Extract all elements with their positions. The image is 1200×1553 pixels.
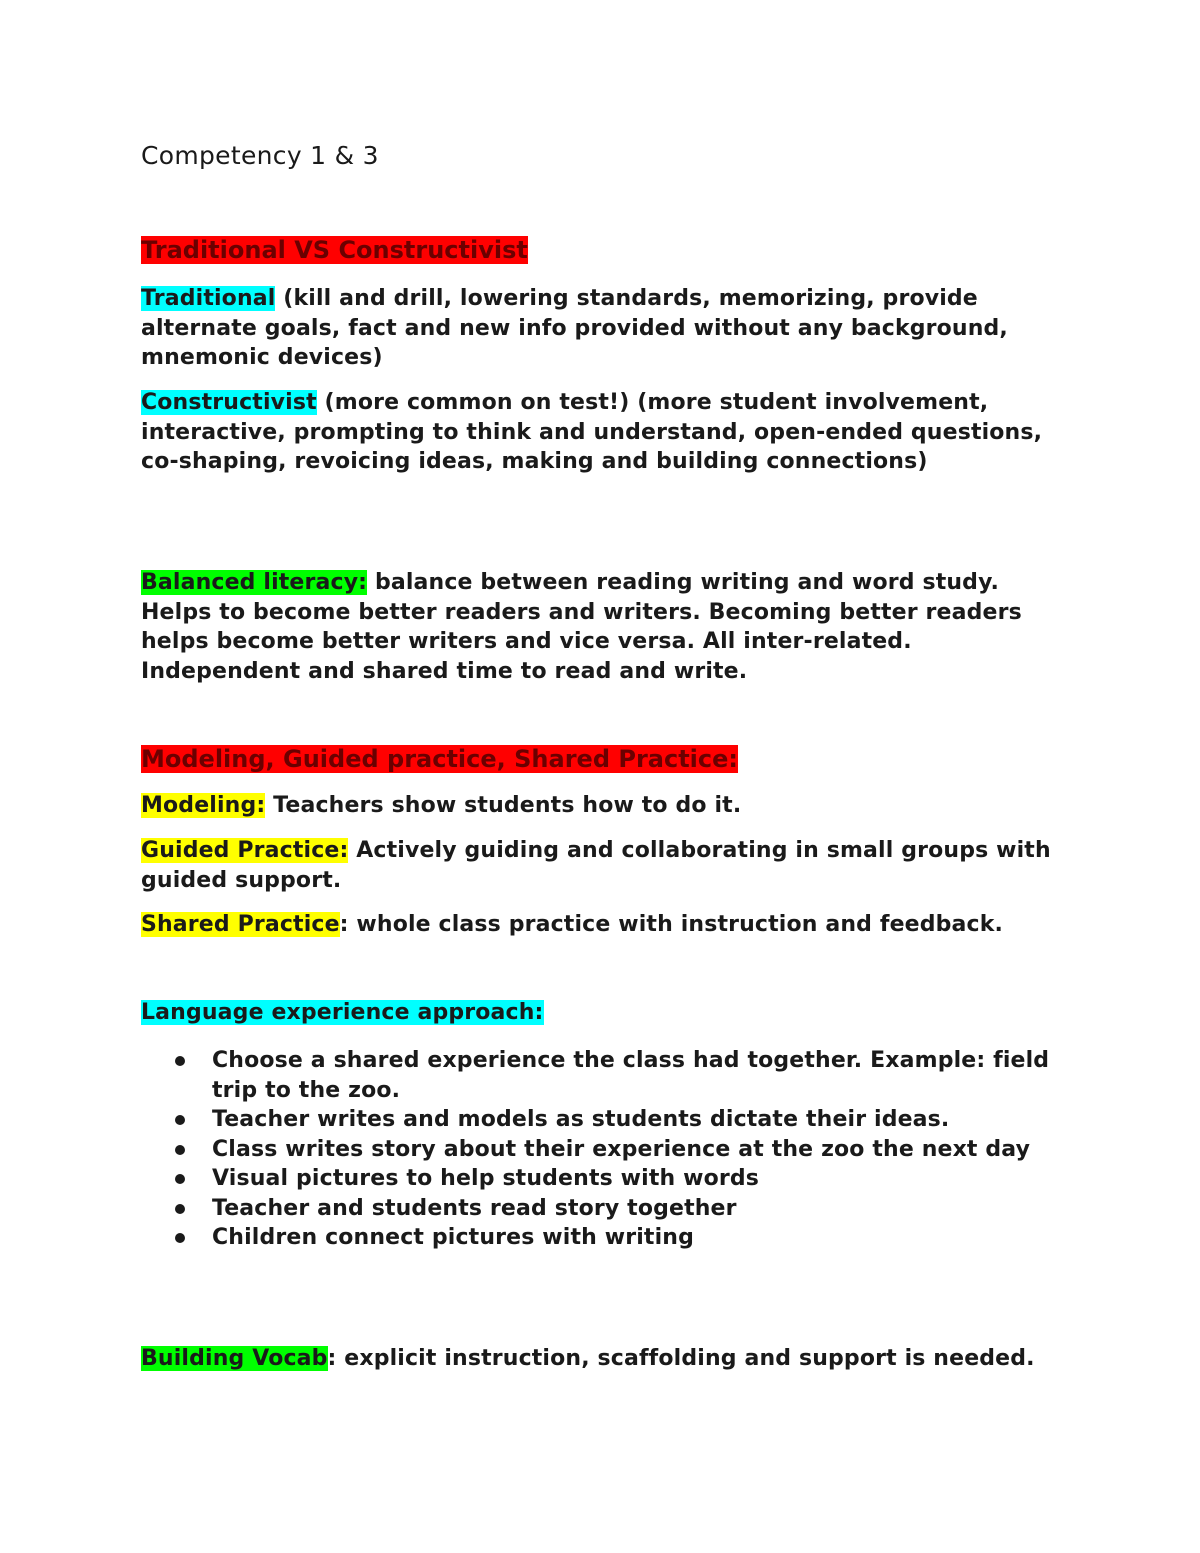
heading-language-experience bbox=[141, 998, 544, 1028]
list-item-text: Teacher and students read story together bbox=[212, 1195, 737, 1221]
term-building-vocab: Building Vocab bbox=[141, 1346, 328, 1371]
term-modeling: Modeling: bbox=[141, 793, 266, 818]
paragraph-traditional bbox=[141, 284, 1071, 373]
text-balanced-literacy: balance between reading writing and word study. Helps to become better readers and writers. Becoming better readers helps become better writers and vice versa. All inter-related. Independent and shared time to read and write. bbox=[141, 570, 1022, 684]
bullet-icon bbox=[175, 1056, 185, 1066]
heading-traditional-vs-constructivist bbox=[141, 233, 528, 267]
list-item-text: Teacher writes and models as students dictate their ideas. bbox=[212, 1107, 950, 1132]
list-item-text: Visual pictures to help students with words bbox=[212, 1166, 759, 1191]
bullet-icon bbox=[175, 1233, 185, 1243]
text-guided-practice: Actively guiding and collaborating in small groups with guided support. bbox=[141, 838, 1051, 893]
paragraph-modeling bbox=[141, 791, 741, 821]
paragraph-building-vocab bbox=[141, 1344, 1035, 1374]
paragraph-constructivist bbox=[141, 388, 1071, 477]
text-traditional: (kill and drill, lowering standards, memorizing, provide alternate goals, fact and new info provided without any background, mnemonic devices) bbox=[141, 286, 1008, 370]
language-experience-list bbox=[141, 1046, 1071, 1253]
text-constructivist: (more common on test!) (more student involvement, interactive, prompting to think and understand, open-ended questions, co-shaping, revoicing ideas, making and building connections) bbox=[141, 390, 1043, 474]
term-balanced-literacy: Balanced literacy: bbox=[141, 570, 368, 595]
term-traditional: Traditional bbox=[141, 286, 276, 311]
bullet-icon bbox=[175, 1115, 185, 1125]
text-modeling: Teachers show students how to do it. bbox=[265, 793, 742, 818]
text-shared-practice: : whole class practice with instruction and feedback. bbox=[339, 912, 1004, 937]
paragraph-balanced-literacy bbox=[141, 568, 1071, 686]
bullet-icon bbox=[175, 1145, 185, 1155]
heading-traditional-vs-constructivist-text: Traditional VS Constructivist bbox=[141, 236, 528, 264]
bullet-icon bbox=[175, 1174, 185, 1184]
heading-language-experience-text: Language experience approach: bbox=[141, 1000, 544, 1025]
term-shared-practice: Shared Practice bbox=[141, 912, 340, 937]
list-item-text: Children connect pictures with writing bbox=[212, 1225, 694, 1250]
term-guided-practice: Guided Practice: bbox=[141, 838, 349, 863]
list-item bbox=[141, 1046, 1071, 1105]
text-building-vocab: : explicit instruction, scaffolding and support is needed. bbox=[327, 1346, 1035, 1371]
list-item-text: Choose a shared experience the class had together. Example: field trip to the zoo. bbox=[212, 1048, 1050, 1103]
page-title: Competency 1 & 3 bbox=[141, 141, 379, 170]
term-constructivist: Constructivist bbox=[141, 390, 317, 415]
list-item bbox=[141, 1135, 1071, 1165]
list-item bbox=[141, 1194, 1071, 1224]
paragraph-guided-practice bbox=[141, 836, 1071, 895]
paragraph-shared-practice bbox=[141, 910, 1003, 940]
heading-modeling-practice bbox=[141, 742, 738, 776]
heading-modeling-practice-text: Modeling, Guided practice, Shared Practice: bbox=[141, 745, 738, 773]
list-item bbox=[141, 1223, 1071, 1253]
list-item bbox=[141, 1164, 1071, 1194]
list-item bbox=[141, 1105, 1071, 1135]
bullet-icon bbox=[175, 1204, 185, 1214]
list-item-text: Class writes story about their experience at the zoo the next day bbox=[212, 1136, 1031, 1162]
